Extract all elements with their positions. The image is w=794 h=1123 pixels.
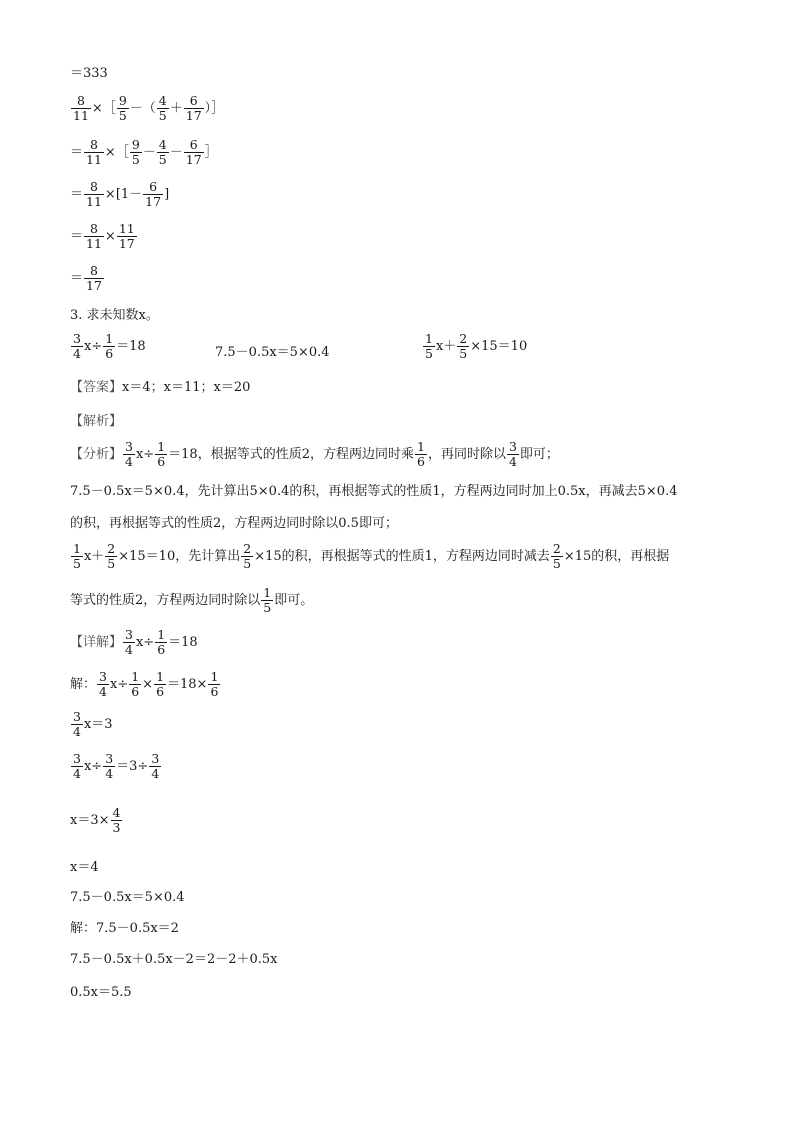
denominator: 4: [73, 766, 81, 781]
numerator: 2: [552, 541, 561, 556]
line-step-1: ＝ $\frac{8}{11}$ ×［ $\frac{9}{5}$ － $\frac{4}{5}$ － $\frac{6}{17}$ ］: [70, 137, 218, 167]
fraction: [111, 806, 123, 835]
fraction: [130, 138, 142, 167]
analysis-line-3: 的积，再根据等式的性质2，方程两边同时除以0.5即可；: [70, 516, 398, 531]
answer-label: 【答案】: [70, 380, 123, 395]
denominator: 4: [125, 454, 133, 469]
denominator: 6: [105, 346, 114, 361]
denominator: 17: [185, 108, 202, 123]
line-step-3: ＝ $\frac{8}{11}$ × $\frac{11}{17}$: [70, 221, 135, 251]
numerator: 2: [459, 331, 468, 346]
denominator: 5: [243, 556, 252, 571]
fraction: [123, 440, 135, 469]
numerator: 8: [84, 264, 104, 279]
fraction: [157, 138, 169, 167]
denominator: 6: [210, 684, 219, 699]
numerator: 6: [184, 94, 204, 109]
fraction: [105, 542, 117, 571]
denominator: 4: [73, 724, 81, 739]
numerator: 1: [157, 627, 166, 642]
detail-line-6: x＝4: [70, 860, 99, 875]
detail-line-3: $\frac{3}{4}$ x＝3: [73, 709, 113, 739]
numerator: 1: [105, 331, 114, 346]
detail-line-1: 【详解】 $\frac{3}{4}$ x÷ $\frac{1}{6}$ ＝18: [70, 627, 198, 657]
numerator: 2: [107, 541, 116, 556]
fraction: [157, 94, 169, 123]
analysis-heading: 【解析】: [70, 414, 123, 429]
numerator: 3: [508, 439, 517, 454]
fraction: [184, 138, 204, 167]
fraction: [143, 180, 163, 209]
fraction: [241, 542, 253, 571]
fraction: [103, 332, 115, 361]
denominator: 6: [157, 642, 166, 657]
denominator: 5: [459, 346, 468, 361]
denominator: 5: [73, 556, 81, 571]
denominator: 3: [112, 820, 121, 835]
fraction: [155, 440, 167, 469]
denominator: 4: [105, 766, 114, 781]
fraction: [71, 332, 83, 361]
fraction: [149, 752, 161, 781]
analysis-line-1: 【分析】 $\frac{3}{4}$ x÷ $\frac{1}{6}$ ＝18，根据等式的性质2，方程两边同时乘 $\frac{1}{6}$ ，再同时除以 $\frac{3}{4}$ 即可；: [70, 439, 559, 469]
denominator: 5: [107, 556, 116, 571]
fraction: [507, 440, 519, 469]
numerator: 8: [84, 138, 104, 153]
fraction: [129, 670, 141, 699]
line-result-333: ＝333: [70, 66, 108, 81]
denominator: 5: [131, 152, 140, 167]
detail-line-5: x＝3× $\frac{4}{3}$: [70, 805, 121, 835]
denominator: 11: [86, 194, 102, 209]
denominator: 5: [118, 108, 127, 123]
numerator: 8: [71, 94, 91, 109]
denominator: 11: [73, 108, 89, 123]
line-expression: $\frac{8}{11}$ ×［ $\frac{9}{5}$ －（ $\frac{4}{5}$ ＋ $\frac{6}{17}$ ）］: [73, 93, 225, 123]
numerator: 3: [73, 751, 81, 766]
denominator: 5: [158, 152, 167, 167]
detail-line-2: 解： $\frac{3}{4}$ x÷ $\frac{1}{6}$ × $\frac{1}{6}$ ＝18× $\frac{1}{6}$: [70, 669, 219, 699]
fraction: [103, 752, 115, 781]
denominator: 4: [508, 454, 517, 469]
answer-text: x＝4；x＝11；x＝20: [122, 380, 251, 395]
equation-3: $\frac{1}{5}$ x＋ $\frac{2}{5}$ ×15＝10: [425, 331, 528, 361]
numerator: 8: [84, 222, 104, 237]
detail-line-7: 7.5－0.5x＝5×0.4: [70, 890, 185, 905]
numerator: 1: [425, 331, 433, 346]
denominator: 5: [263, 600, 272, 615]
numerator: 1: [131, 669, 140, 684]
denominator: 4: [73, 346, 81, 361]
fraction: [71, 542, 83, 571]
numerator: 9: [131, 137, 140, 152]
numerator: 6: [184, 138, 204, 153]
detail-line-4: $\frac{3}{4}$ x÷ $\frac{3}{4}$ ＝3÷ $\frac{3}{4}$: [73, 751, 160, 781]
numerator: 1: [156, 669, 165, 684]
line-step-2: ＝ $\frac{8}{11}$ ×[1－ $\frac{6}{17}$ ]: [70, 179, 170, 209]
fraction: [154, 670, 166, 699]
numerator: 8: [84, 180, 104, 195]
numerator: 4: [158, 93, 167, 108]
denominator: 4: [151, 766, 160, 781]
fraction: [457, 332, 469, 361]
numerator: 3: [73, 709, 81, 724]
denominator: 11: [86, 236, 102, 251]
fraction: [71, 710, 83, 739]
question-3: 3. 求未知数x。: [70, 308, 159, 323]
fraction: [84, 138, 104, 167]
numerator: 3: [99, 669, 107, 684]
numerator: 1: [263, 585, 272, 600]
line-step-4: ＝ $\frac{8}{17}$: [70, 263, 102, 293]
fraction: [123, 628, 135, 657]
denominator: 6: [416, 454, 425, 469]
analysis-label: 【分析】: [70, 446, 123, 462]
numerator: 1: [210, 669, 219, 684]
fraction: [117, 222, 137, 251]
denominator: 6: [131, 684, 140, 699]
detail-line-8: 解：7.5－0.5x＝2: [70, 921, 179, 936]
numerator: 4: [158, 137, 167, 152]
analysis-line-4: $\frac{1}{5}$ x＋ $\frac{2}{5}$ ×15＝10，先计算出 $\frac{2}{5}$ ×15的积，再根据等式的性质1，方程两边同时减去 $\frac{2}{5}$ ×15的积，再根据: [73, 541, 670, 571]
denominator: 6: [156, 684, 165, 699]
fraction: [84, 222, 104, 251]
denominator: 17: [185, 152, 202, 167]
fraction: [551, 542, 563, 571]
numerator: 11: [118, 221, 135, 236]
fraction: [97, 670, 109, 699]
numerator: 1: [157, 439, 166, 454]
numerator: 3: [125, 627, 133, 642]
numerator: 4: [112, 805, 121, 820]
numerator: 9: [118, 93, 127, 108]
denominator: 4: [99, 684, 107, 699]
numerator: 6: [143, 180, 163, 195]
numerator: 3: [105, 751, 114, 766]
fraction: [415, 440, 427, 469]
numerator: 3: [151, 751, 160, 766]
denominator: 4: [125, 642, 133, 657]
denominator: 17: [86, 278, 102, 293]
fraction: [208, 670, 220, 699]
equation-2: 7.5－0.5x＝5×0.4: [215, 345, 330, 360]
answer-line: [70, 380, 250, 396]
denominator: 5: [552, 556, 561, 571]
analysis-line-5: 等式的性质2，方程两边同时除以 $\frac{1}{5}$ 即可。: [70, 585, 314, 615]
numerator: 1: [416, 439, 425, 454]
equation-1: $\frac{3}{4}$ x÷ $\frac{1}{6}$ ＝18: [73, 331, 146, 361]
fraction: [423, 332, 435, 361]
fraction: [71, 752, 83, 781]
detail-line-9: 7.5－0.5x＋0.5x－2＝2－2＋0.5x: [70, 952, 278, 967]
numerator: 2: [243, 541, 252, 556]
numerator: 3: [73, 331, 81, 346]
fraction: [117, 94, 129, 123]
denominator: 17: [118, 236, 135, 251]
fraction: [155, 628, 167, 657]
detail-label: 【详解】: [70, 634, 123, 650]
fraction: [261, 586, 273, 615]
denominator: 5: [158, 108, 167, 123]
fraction: [84, 180, 104, 209]
analysis-line-2: 7.5－0.5x＝5×0.4，先计算出5×0.4的积，再根据等式的性质1，方程两边同时加上0.5x，再减去5×0.4: [70, 484, 678, 499]
detail-line-10: 0.5x＝5.5: [70, 985, 132, 1000]
fraction: [71, 94, 91, 123]
denominator: 11: [86, 152, 102, 167]
denominator: 5: [425, 346, 433, 361]
numerator: 1: [73, 541, 81, 556]
numerator: 3: [125, 439, 133, 454]
fraction: [184, 94, 204, 123]
denominator: 6: [157, 454, 166, 469]
denominator: 17: [145, 194, 162, 209]
fraction: [84, 264, 104, 293]
